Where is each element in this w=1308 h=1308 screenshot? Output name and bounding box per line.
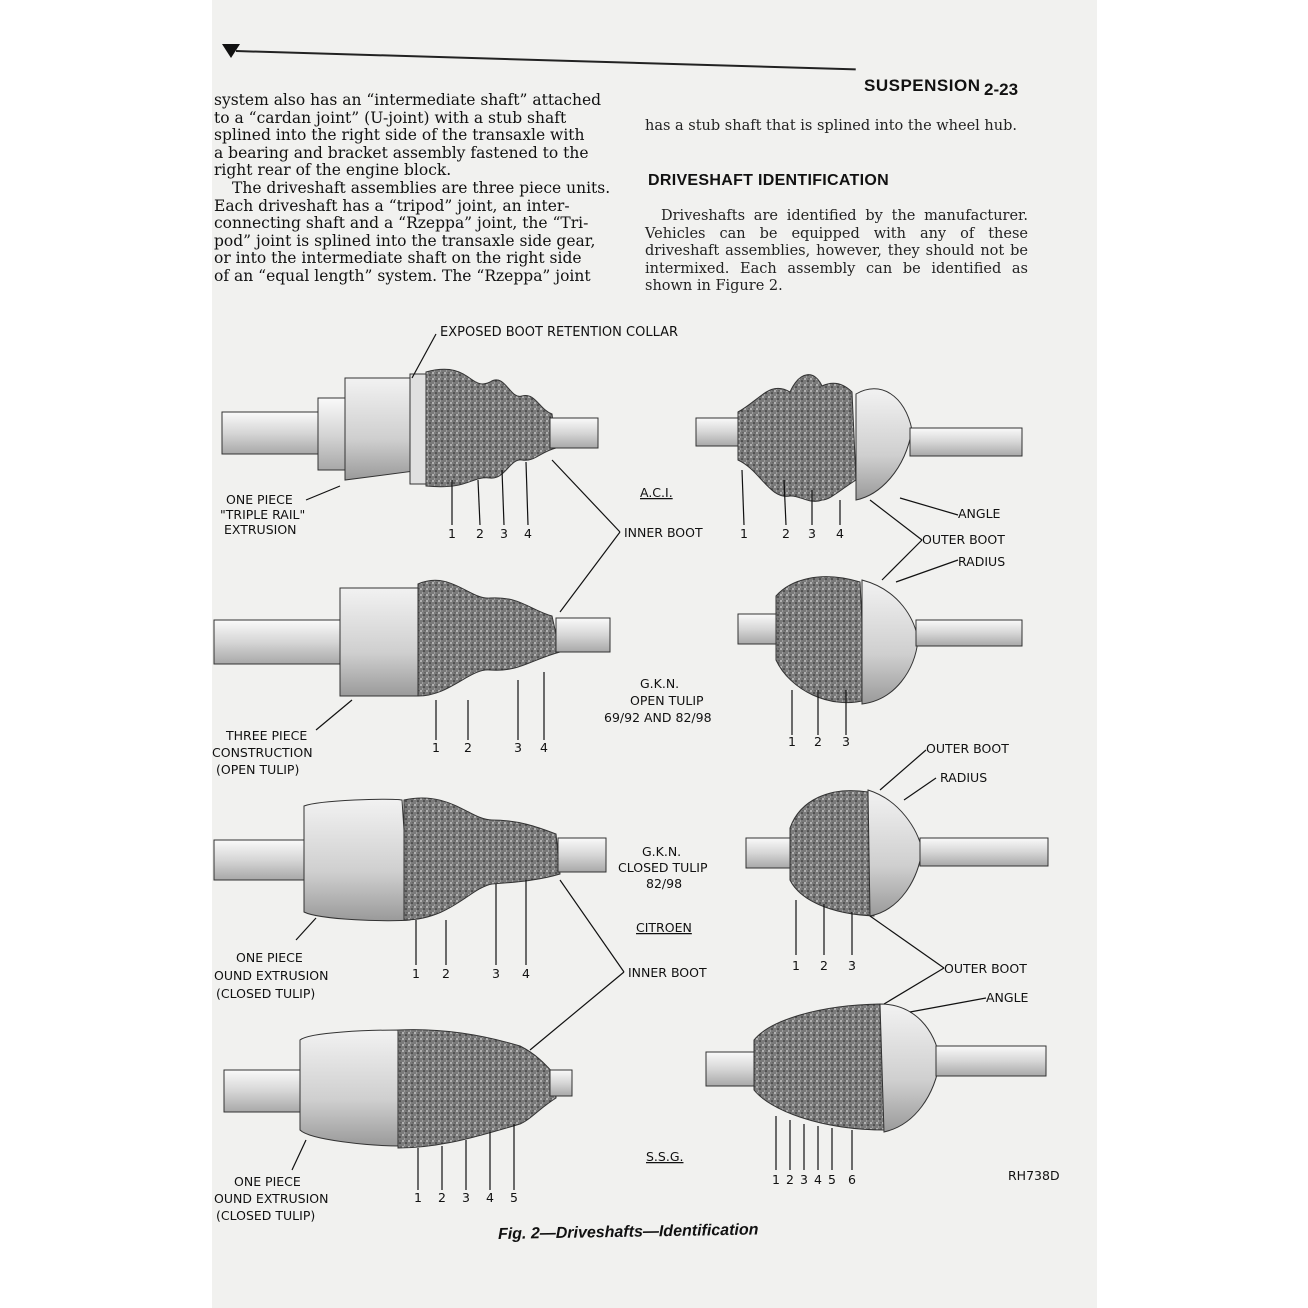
label-round-ext-a-1: ONE PIECE	[236, 950, 303, 965]
text-line: Each driveshaft has a “tripod” joint, an inter-	[214, 196, 570, 215]
part-number: 5	[828, 1172, 836, 1187]
page-number: 2-23	[984, 80, 1019, 99]
part-number: 5	[510, 1190, 518, 1205]
continuation-text: has a stub shaft that is splined into the wheel hub.	[645, 118, 1017, 134]
part-number: 1	[792, 958, 800, 973]
label-inner-boot-top: INNER BOOT	[624, 525, 703, 540]
label-ssg: S.S.G.	[646, 1149, 684, 1164]
section-title: SUSPENSION	[864, 76, 981, 95]
paragraph-text: Driveshafts are identified by the manufacturer. Vehicles can be equipped with any of these driveshaft assemblies, however, they should not be intermixed. Each assembly can be identified as shown in Figure 2.	[645, 208, 1028, 294]
part-number: 3	[848, 958, 856, 973]
part-number: 3	[492, 966, 500, 981]
text-line: system also has an “intermediate shaft” attached	[214, 91, 602, 109]
part-number: 2	[476, 526, 484, 541]
label-radius-2: RADIUS	[940, 770, 988, 785]
part-number: 2	[442, 966, 450, 981]
label-round-ext-a-2: OUND EXTRUSION	[214, 968, 329, 983]
text-line: of an “equal length” system. The “Rzeppa” joint	[214, 266, 591, 285]
part-number: 2	[820, 958, 828, 973]
label-aci: A.C.I.	[640, 485, 673, 500]
aci-inner-joint	[222, 369, 598, 486]
part-number: 4	[486, 1190, 494, 1205]
label-outer-boot-2: OUTER BOOT	[926, 741, 1009, 756]
text-line: right rear of the engine block.	[214, 161, 452, 180]
label-triple-rail-1: ONE PIECE	[226, 492, 293, 507]
text-line: a bearing and bracket assembly fastened to the	[214, 143, 589, 162]
label-outer-boot-3: OUTER BOOT	[944, 961, 1027, 976]
part-number: 2	[814, 734, 822, 749]
gkn-closed-inner-joint	[214, 798, 606, 921]
ssg-inner-joint	[224, 1030, 572, 1148]
label-angle-bottom: ANGLE	[986, 990, 1029, 1005]
part-number: 3	[500, 526, 508, 541]
text-line: to a “cardan joint” (U-joint) with a stub shaft	[214, 108, 567, 127]
label-gkn-open-2: OPEN TULIP	[630, 693, 704, 708]
gkn-open-inner-joint	[214, 580, 610, 696]
part-number: 6	[848, 1172, 856, 1187]
label-three-piece-1: THREE PIECE	[226, 728, 308, 743]
label-triple-rail-2: "TRIPLE RAIL"	[220, 507, 306, 522]
figure-caption: Fig. 2—Driveshafts—Identification	[497, 1221, 759, 1243]
label-outer-boot-1: OUTER BOOT	[922, 532, 1005, 547]
part-number: 4	[836, 526, 844, 541]
label-gkn-closed-1: G.K.N.	[642, 844, 682, 859]
label-gkn-closed-2: CLOSED TULIP	[618, 860, 708, 875]
part-number: 3	[800, 1172, 808, 1187]
gkn-open-outer-joint	[738, 577, 1022, 704]
label-round-ext-a-3: (CLOSED TULIP)	[216, 986, 316, 1001]
part-number: 1	[772, 1172, 780, 1187]
text-line: connecting shaft and a “Rzeppa” joint, the “Tri-	[214, 214, 589, 233]
text-line: pod” joint is splined into the transaxle side gear,	[214, 231, 596, 250]
section-heading: DRIVESHAFT IDENTIFICATION	[648, 172, 889, 189]
part-number: 1	[412, 966, 420, 981]
label-round-ext-b-1: ONE PIECE	[234, 1174, 301, 1189]
label-three-piece-3: (OPEN TULIP)	[216, 762, 300, 777]
label-inner-boot-bottom: INNER BOOT	[628, 965, 707, 980]
part-number: 1	[788, 734, 796, 749]
part-number: 1	[432, 740, 440, 755]
part-number: 4	[814, 1172, 822, 1187]
label-round-ext-b-3: (CLOSED TULIP)	[216, 1208, 316, 1223]
part-number: 2	[782, 526, 790, 541]
part-number: 3	[462, 1190, 470, 1205]
part-number: 1	[414, 1190, 422, 1205]
label-round-ext-b-2: OUND EXTRUSION	[214, 1191, 329, 1206]
label-angle-top: ANGLE	[958, 506, 1001, 521]
text-line: splined into the right side of the transaxle with	[214, 126, 585, 145]
label-radius-1: RADIUS	[958, 554, 1006, 569]
label-gkn-open-1: G.K.N.	[640, 676, 680, 691]
label-gkn-open-3: 69/92 AND 82/98	[604, 710, 712, 725]
part-number: 1	[448, 526, 456, 541]
part-number: 3	[842, 734, 850, 749]
part-number: 1	[740, 526, 748, 541]
label-triple-rail-3: EXTRUSION	[224, 522, 297, 537]
figure-code: RH738D	[1008, 1168, 1060, 1183]
part-number: 2	[438, 1190, 446, 1205]
part-number: 3	[514, 740, 522, 755]
text-line: The driveshaft assemblies are three piece units.	[232, 178, 611, 197]
label-three-piece-2: CONSTRUCTION	[212, 745, 313, 760]
ssg-outer-joint	[706, 1004, 1046, 1132]
gkn-closed-outer-joint	[746, 790, 1048, 916]
part-number: 4	[522, 966, 530, 981]
part-number: 3	[808, 526, 816, 541]
aci-outer-joint	[696, 375, 1022, 502]
callout-boot-collar: EXPOSED BOOT RETENTION COLLAR	[440, 325, 679, 340]
label-citroen: CITROEN	[636, 920, 692, 935]
part-number: 2	[464, 740, 472, 755]
text-line: or into the intermediate shaft on the right side	[214, 249, 582, 268]
part-number: 4	[524, 526, 532, 541]
label-gkn-closed-3: 82/98	[646, 876, 683, 891]
part-number: 4	[540, 740, 548, 755]
part-number: 2	[786, 1172, 794, 1187]
